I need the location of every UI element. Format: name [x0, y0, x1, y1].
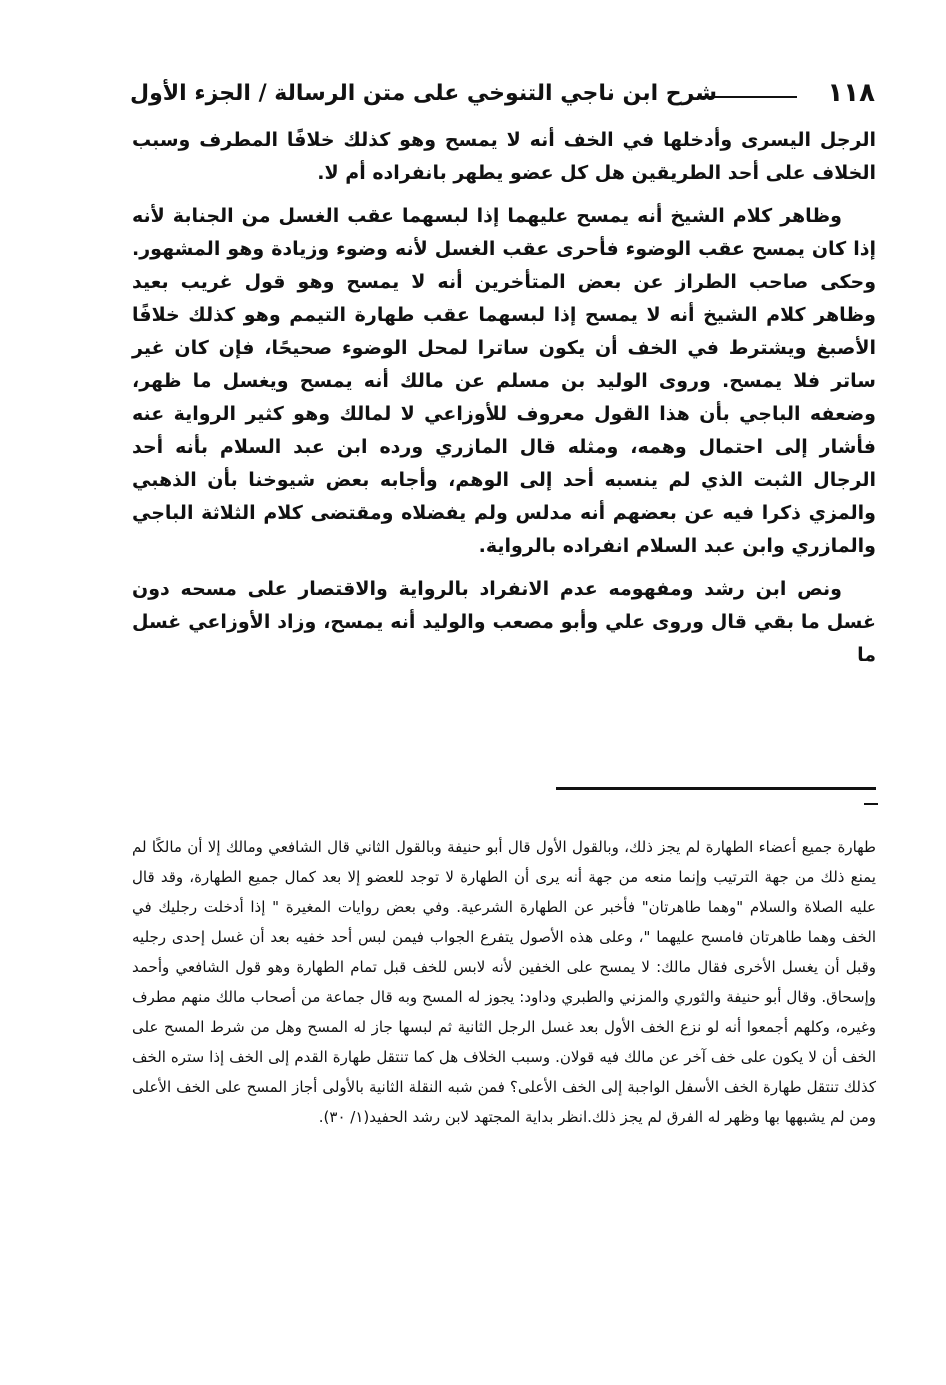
footnote-text: طهارة جميع أعضاء الطهارة لم يجز ذلك، وبالقول الأول قال أبو حنيفة وبالقول الثاني قال الشافعي ومالك إلا أن مالكًا لم يمنع ذلك من جهة الترتيب وإنما منعه من جهة أنه يرى أن الطهارة لا توجد للعضو إلا بعد كمال جميع الطهارة، وقد قال عليه الصلاة والسلام "وهما طاهرتان" فأخبر عن الطهارة الشرعية. وفي بعض روايات المغيرة " إذا أدخلت رجليك في الخف وهما طاهرتان فامسح عليهما "، وعلى هذه الأصول يتفرع الجواب فيمن لبس أحد خفيه بعد أن غسل إحدى رجليه وقبل أن يغسل الأخرى فقال مالك: لا يمسح على الخفين لأنه لابس للخف قبل تمام الطهارة وهو قول الشافعي وأحمد وإسحاق. وقال أبو حنيفة والثوري والمزني والطبري وداود: يجوز له المسح وبه قال جماعة من أصحاب مالك منهم مطرف وغيره، وكلهم أجمعوا أنه لو نزع الخف الأول بعد غسل الرجل الثانية ثم لبسها جاز له المسح وهل من شرط المسح على الخف أن لا يكون على خف آخر عن مالك فيه قولان. وسبب الخلاف هل كما تنتقل طهارة القدم إلى الخف إذا ستره الخف كذلك تنتقل طهارة الخف الأسفل الواجبة إلى الخف الأعلى؟ فمن شبه النقلة الثانية بالأولى أجاز المسح على الخف الأعلى ومن لم يشبهها بها وظهر له الفرق لم يجز ذلك.انظر بداية المجتهد لابن رشد الحفيد(١/ ٣٠).: [132, 838, 876, 1126]
paragraph-2: وظاهر كلام الشيخ أنه يمسح عليهما إذا لبسهما عقب الغسل من الجنابة لأنه إذا كان يمسح عقب الوضوء فأحرى عقب الغسل لأنه وضوء وزيادة وهو المشهور. وحكى صاحب الطراز عن بعض المتأخرين أنه لا يمسح وهو قول غريب بعيد وظاهر كلام الشيخ أنه لا يمسح إذا لبسهما عقب طهارة التيمم وهو كذلك خلافًا الأصبغ ويشترط في الخف أن يكون ساترا لمحل الوضوء صحيحًا، فإن كان غير ساتر فلا يمسح. وروى الوليد بن مسلم عن مالك أنه يمسح ويغسل ما ظهر، وضعفه الباجي بأن هذا القول معروف للأوزاعي لا لمالك وهو كثير الرواية عنه فأشار إلى احتمال وهمه، ومثله قال المازري ورده ابن عبد السلام بأنه أحد الرجال الثبت الذي لم ينسبه أحد إلى الوهم، وأجابه بعض شيوخنا بأن الذهبي والمزي ذكرا فيه عن بعضهم أنه مدلس ولم يفضلاه ومقتضى كلام الثلاثة الباجي والمازري وابن عبد السلام انفراده بالرواية.: [132, 205, 876, 557]
paragraph-3: ونص ابن رشد ومفهومه عدم الانفراد بالرواية والاقتصار على مسحه دون غسل ما بقي قال وروى علي وأبو مصعب والوليد أنه يمسح، وزاد الأوزاعي غسل ما: [132, 578, 876, 666]
footnote-separator: [556, 787, 876, 790]
paragraph-1: الرجل اليسرى وأدخلها في الخف أنه لا يمسح وهو كذلك خلافًا المطرف وسبب الخلاف على أحد الطريقين هل كل عضو يطهر بانفراده أم لا.: [132, 129, 876, 184]
running-title: شرح ابن ناجي التنوخي على متن الرسالة / الجزء الأول: [130, 81, 717, 106]
page-number: ١١٨: [827, 78, 875, 108]
footnote-marker: [864, 803, 878, 805]
footnote: [132, 832, 876, 1132]
main-text: [132, 124, 876, 682]
page-header: [130, 74, 875, 114]
